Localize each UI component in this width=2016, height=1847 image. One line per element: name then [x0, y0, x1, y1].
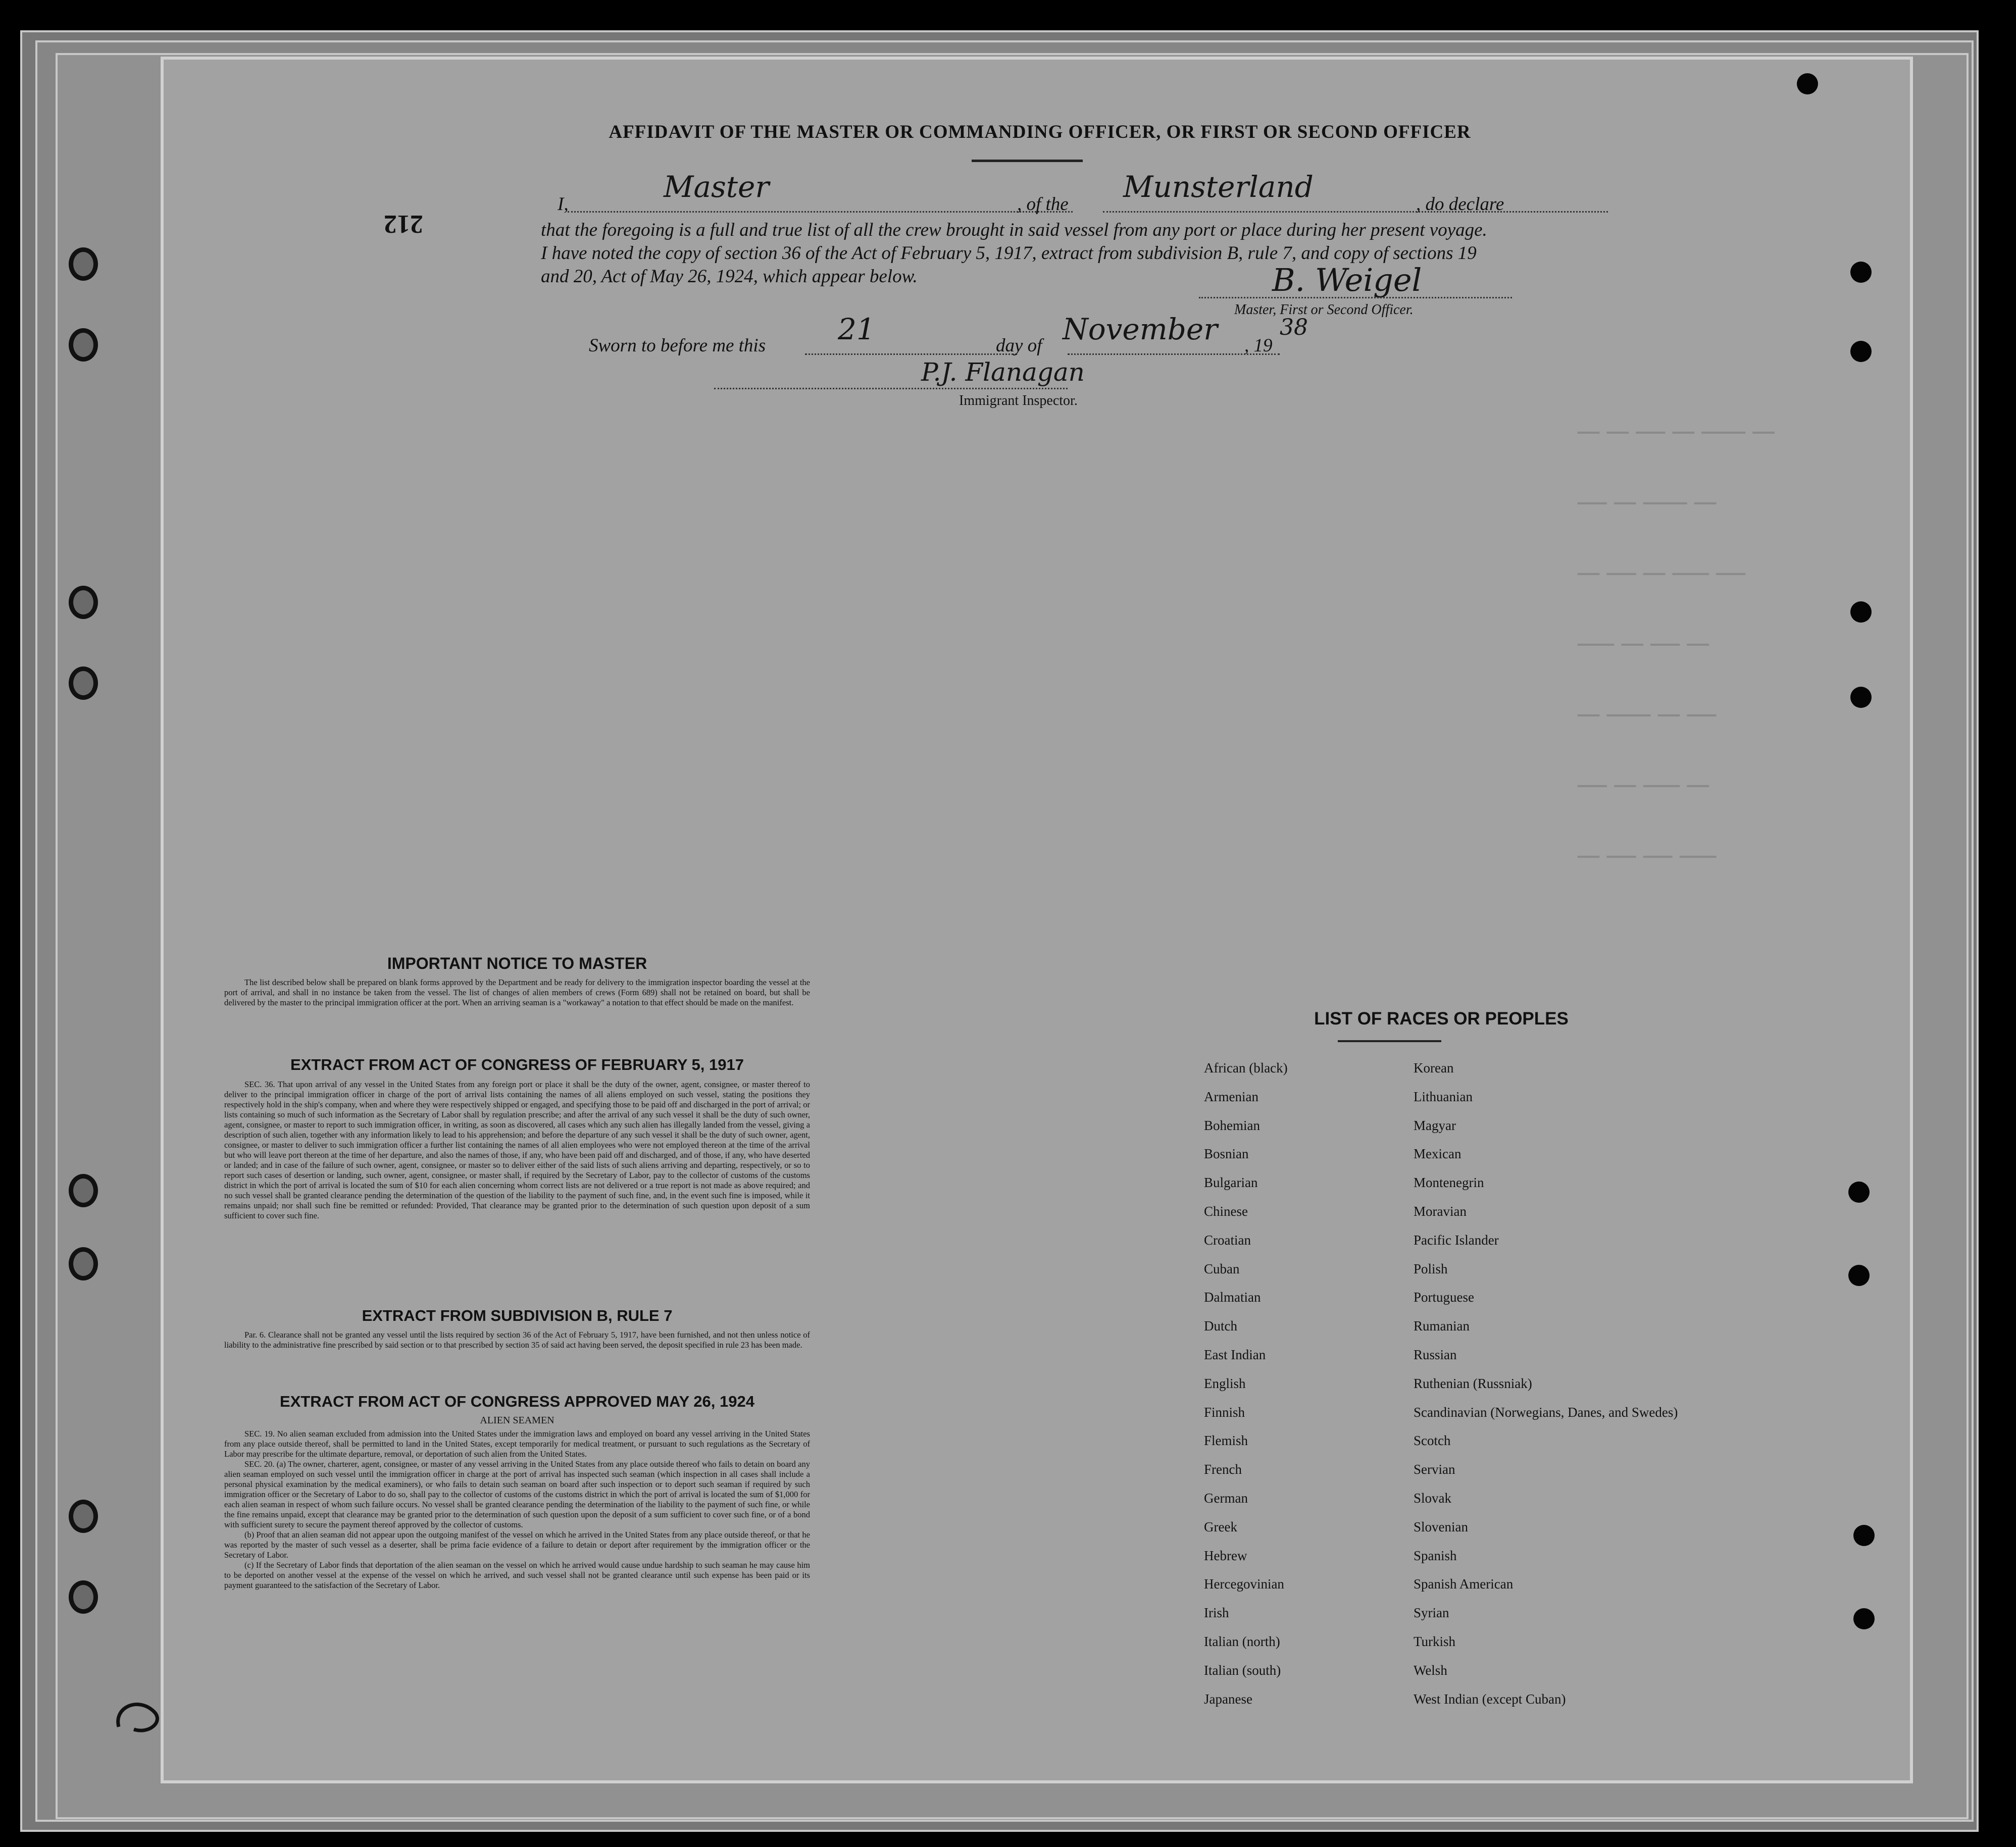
races-title: LIST OF RACES OR PEOPLES — [1314, 1009, 1569, 1029]
race-item: Finnish — [1204, 1404, 1245, 1420]
affidavit-body-line-2: I have noted the copy of section 36 of the Act of February 5, 1917, extract from subdivision B, rule 7, and copy of sections 19 — [541, 243, 1477, 264]
race-item: Scotch — [1414, 1433, 1451, 1449]
race-item: Pacific Islander — [1414, 1232, 1499, 1248]
race-item: Italian (south) — [1204, 1662, 1281, 1678]
vessel-line — [1103, 211, 1608, 213]
extract-rule7-title: EXTRACT FROM SUBDIVISION B, RULE 7 — [362, 1307, 673, 1324]
binder-ring — [69, 247, 98, 281]
race-item: Flemish — [1204, 1433, 1248, 1449]
race-item: Ruthenian (Russniak) — [1414, 1375, 1532, 1391]
declare-suffix: , do declare — [1416, 194, 1504, 215]
punch-hole — [1797, 73, 1818, 94]
master-signature: B. Weigel — [1272, 262, 1422, 298]
race-item: West Indian (except Cuban) — [1414, 1691, 1566, 1707]
notice-text — [224, 978, 810, 1008]
race-item: Dutch — [1204, 1318, 1237, 1334]
sec20a-paragraph: SEC. 20. (a) The owner, charterer, agent, consignee, or master of any vessel arriving in the United States from any place outside thereof who fails to detain on board any alien seaman employed on such vessel until the immigration officer in charge at the port of arrival has inspected such seaman (which inspection in all cases shall include a personal physical examination by the medical examiners), or who fails to detain such seaman on board after such inspection or to deport such seaman if required by such immigration officer or the Secretary of Labor to do so, shall pay to the collector of customs of the customs district in which the port of arrival is located the sum of $1,000 for each alien seaman in respect of whom such failure occurs. No vessel shall be granted clearance pending the determination of the liability to the payment of such fine, or while the fine remains unpaid, except that clearance may be granted prior to the determination of such question upon the deposit of a sum sufficient to cover such fine, or of a bond with sufficient surety to secure the payment thereof approved by the collector of customs. — [224, 1459, 810, 1529]
day-of-label: day of — [996, 335, 1042, 356]
race-item: Irish — [1204, 1605, 1229, 1621]
extract-1924-title: EXTRACT FROM ACT OF CONGRESS APPROVED MAY 26, 1924 — [280, 1393, 754, 1410]
declarant-prefix: I, — [558, 194, 569, 215]
sec19-paragraph: SEC. 19. No alien seaman excluded from admission into the United States under the immigration laws and employed on board any vessel arriving in the United States from any place outside thereof, shall be permitted to land in the United States, except temporarily for medical treatment, or pursuant to such regulations as the Secretary of Labor may prescribe for the ultimate departure, removal, or deportation of such alien from the United States. — [224, 1429, 810, 1459]
race-item: Chinese — [1204, 1203, 1248, 1219]
binder-ring — [69, 586, 98, 619]
races-right-column — [1414, 1060, 1678, 1720]
race-item: Bosnian — [1204, 1146, 1249, 1162]
affidavit-page: ━━━ ━━━ ━━━━ ━━━ ━━━━━━ ━━━ ━━━━ ━━━ ━━━━━━ ━━━ ━━━ ━━━━ ━━━ ━━━━━ ━━━━ ━━━━━ ━━━ ━━━━ ━━━ ━━━ ━━━━━━ ━━━ ━━━━ ━━━━ ━━━ ━━━━━ ━━━ ━━━ ━━━━ ━━━━ ━━━━━ AFFIDAVIT OF THE MASTER OR COMMANDING OFFICER, OR FIRST OR SECOND OFFICER 212 I, Master , of the Munsterland , do declare that the foregoing is a full and true list of all the crew brought in said vessel from any port or place during her present voyage. I have noted the copy of section 36 of the Act of February 5, 1917, extract from subdivision B, rule 7, and copy of sections 19 and 20, Act of May 26, 1924, which appear below. B. Weigel Master, First or Second Officer. Sworn to before me this 21 day of November , 19 38 P.J. Flanagan Immigrant Inspector. IMPORTANT NOTICE TO MASTER The list described below shall be prepared on blank forms approved by the Department and be ready for delivery to the immigration inspector boarding the vessel at the port of arrival, and shall in no instance be taken from the vessel. The list of changes of alien members of crews (Form 689) shall not be retained on board, but shall be delivered by the master to the principal immigration officer at the port. When an arriving seaman is a "workaway" a notation to that effect should be made on the manifest. EXTRACT FROM ACT OF CONGRESS OF FEBRUARY 5, 1917 SEC. 36. That upon arrival of any vessel in the United States from any foreign port or place it shall be the duty of the owner, agent, consignee, or master thereof to deliver to the principal immigration officer in charge of the port of arrival lists containing the names of all aliens employed on such vessel, stating the positions they respectively hold in the ship's company, when and where they were respectively shipped or engaged, and specifying those to be paid off and discharged in the port of arrival; or lists containing so much of such information as the Secretary of Labor shall by regulation prescribe; and after the arrival of any such vessel it shall be the duty of such owner, agent, consignee, or master to report to such immigration officer, in writing, as soon as discovered, all cases which any such alien has illegally landed from the vessel, giving a description of such alien, together with any information likely to lead to his apprehension; and before the departure of any such vessel it shall be the duty of such owner, agent, consignee, or master to deliver to such immigration officer a further list containing the names of all alien employees who were not employed thereon at the time of the arrival but who will leave port thereon at the time of her departure, and also the names of those, if any, who have been paid off and discharged, and of those, if any, who have deserted or landed; and in case of the failure of such owner, agent, consignee, or master so to deliver either of the said lists of such aliens arriving and departing, respectively, or so to report such cases of desertion or landing, such owner, agent, consignee, or master shall, if required by the Secretary of Labor, pay to the collector of customs of the customs district in which the port of arrival is located the sum of $10 for each alien concerning whom correct lists are not delivered or a true report is not made as above required; and no such vessel shall be granted clearance pending the determination of the question of the liability to the payment of such fine, and, in the event such fine is imposed, while it remains unpaid; nor shall such fine be remitted or refunded: Provided, That clearance may be granted prior to the determination of such question upon deposit of a sum sufficient to cover such fine. EXTRACT FROM SUBDIVISION B, RULE 7 Par. 6. Clearance shall not be granted any vessel until the lists required by section 36 of the Act of February 5, 1917, have been furnished, and not then unless notice of liability to the administrative fine prescribed by said section or to that prescribed by section 35 of said act having been served, the deposit specified in rule 23 has been made. EXTRACT FROM ACT OF CONGRESS APPROVED MAY 26, 1924 ALIEN SEAMEN SEC. 19. No alien seaman excluded from admission into the United States under the immigration laws and employed on board any vessel arriving in the United States from any place outside thereof, shall be permitted to land in the United States, except temporarily for medical treatment, or pursuant to such regulations as the Secretary of Labor may prescribe for the ultimate departure, removal, or deportation of such alien from the United States. SEC. 20. (a) The owner, charterer, agent, consignee, or master of any vessel arriving in the United States from any place outside thereof who fails to detain on board any alien seaman employed on such vessel until the immigration officer in charge at the port of arrival has inspected such seaman (which inspection in all cases shall include a personal physical examination by the medical examiners), or who fails to detain such seaman on board after such inspection or to deport such seaman if required by such immigration officer or the Secretary of Labor to do so, shall pay to the collector of customs of the customs district in which the port of arrival is located the sum of $1,000 for each alien seaman in respect of whom such failure occurs. No vessel shall be granted clearance pending the determination of the liability to the payment of such fine, or while the fine remains unpaid, except that clearance may be granted prior to the determination of such question upon the deposit of a sum sufficient to cover such fine, or of a bond with sufficient surety to secure the payment thereof approved by the collector of customs. (b) Proof that an alien seaman did not appear upon the outgoing manifest of the vessel on which he arrived in the United States from any place outside thereof, or that he was reported by the master of such vessel as a deserter, shall be prima facie evidence of a failure to detain or deport after requirement by the immigration officer or the Secretary of Labor. (c) If the Secretary of Labor finds that deportation of the alien seaman on the vessel on which he arrived would cause undue hardship to such seaman he may cause him to be deported on another vessel at the expense of the vessel on which he arrived, and such vessel shall not be granted clearance until such expense has been paid or its payment guaranteed to the satisfaction of the Secretary of Labor. LIST OF RACES OR PEOPLES African (black) Armenian Bohemian Bosnian Bulgarian Chinese Croatian Cuban Dalmatian Dutch East Indian English Finnish Flemish French German Greek Hebrew Hercegovinian Irish Italian (north) Italian (south) Japanese Korean Lithuanian Magyar Mexican Montenegrin Moravian Pacific Islander Polish Portuguese Rumanian Russian Ruthenian (Russniak) Scandinavian (Norwegians, Danes, and Swedes) Scotch Servian Slovak Slovenian Spanish Spanish American Syrian Turkish Welsh West Indian (except Cuban) — [161, 57, 1913, 1783]
binder-ring — [69, 328, 98, 362]
sworn-month: November — [1063, 312, 1218, 346]
race-item: Japanese — [1204, 1691, 1252, 1707]
inspector-signature-line — [714, 388, 1068, 389]
binder-ring — [69, 666, 98, 700]
sec20c-paragraph: (c) If the Secretary of Labor finds that deportation of the alien seaman on the vessel on which he arrived would cause undue hardship to such seaman he may cause him to be deported on another vessel at the expense of the vessel on which he arrived, and such vessel shall not be granted clearance until such expense has been paid or its payment guaranteed to the satisfaction of the Secretary of Labor. — [224, 1560, 810, 1590]
affidavit-body-line-3: and 20, Act of May 26, 1924, which appear below. — [541, 266, 918, 287]
inspector-signature: P.J. Flanagan — [921, 357, 1085, 387]
declarant-line — [568, 211, 1073, 213]
race-item: East Indian — [1204, 1347, 1266, 1362]
race-item: Polish — [1414, 1261, 1448, 1276]
race-item: Spanish — [1414, 1548, 1457, 1563]
punch-hole — [1853, 1525, 1875, 1546]
sworn-prefix: Sworn to before me this — [589, 335, 766, 356]
race-item: Korean — [1414, 1060, 1454, 1075]
punch-hole — [1850, 687, 1872, 708]
race-item: Rumanian — [1414, 1318, 1470, 1334]
stamp-number: 212 — [384, 210, 423, 238]
inspector-caption: Immigrant Inspector. — [959, 393, 1078, 408]
race-item: Moravian — [1414, 1203, 1467, 1219]
race-item: Greek — [1204, 1519, 1237, 1534]
race-item: Bulgarian — [1204, 1175, 1258, 1191]
races-left-column — [1204, 1060, 1288, 1720]
race-item: Scandinavian (Norwegians, Danes, and Swedes) — [1414, 1404, 1678, 1420]
sec36-paragraph: SEC. 36. That upon arrival of any vessel in the United States from any foreign port or place it shall be the duty of the owner, agent, consignee, or master thereof to deliver to the principal immigration officer in charge of the port of arrival lists containing the names of all aliens employed on such vessel, stating the positions they respectively hold in the ship's company, when and where they were respectively shipped or engaged, and specifying those to be paid off and discharged in the port of arrival; or lists containing so much of such information as the Secretary of Labor shall by regulation prescribe; and after the arrival of any such vessel it shall be the duty of such owner, agent, consignee, or master to report to such immigration officer, in writing, as soon as discovered, all cases which any such alien has illegally landed from the vessel, giving a description of such alien, together with any information likely to lead to his apprehension; and before the departure of any such vessel it shall be the duty of such owner, agent, consignee, or master to deliver to such immigration officer a further list containing the names of all alien employees who were not employed thereon at the time of the arrival but who will leave port thereon at the time of her departure, and also the names of those, if any, who have been paid off and discharged, and of those, if any, who have deserted or landed; and in case of the failure of such owner, agent, consignee, or master so to deliver either of the said lists of such aliens arriving and departing, respectively, or so to report such cases of desertion or landing, such owner, agent, consignee, or master shall, if required by the Secretary of Labor, pay to the collector of customs of the customs district in which the port of arrival is located the sum of $10 for each alien concerning whom correct lists are not delivered or a true report is not made as above required; and no such vessel shall be granted clearance pending the determination of the question of the liability to the payment of such fine, and, in the event such fine is imposed, while it remains unpaid; nor shall such fine be remitted or refunded: Provided, That clearance may be granted prior to the determination of such question upon deposit of a sum sufficient to cover such fine. — [224, 1080, 810, 1220]
race-item: Italian (north) — [1204, 1633, 1280, 1649]
extract-1917-text — [224, 1080, 810, 1221]
race-item: Syrian — [1414, 1605, 1449, 1621]
race-item: African (black) — [1204, 1060, 1288, 1075]
extract-1924-text — [224, 1429, 810, 1591]
binder-ring — [69, 1580, 98, 1614]
par6-paragraph: Par. 6. Clearance shall not be granted any vessel until the lists required by section 36 of the Act of February 5, 1917, have been furnished, and not then unless notice of liability to the administrative fine prescribed by said section or to that prescribed by section 35 of said act having been served, the deposit specified in rule 23 has been made. — [224, 1330, 810, 1350]
vessel-prefix: , of the — [1017, 194, 1069, 215]
binder-ring — [69, 1247, 98, 1280]
affidavit-body-line-1: that the foregoing is a full and true list of all the crew brought in said vessel from any port or place during her present voyage. — [541, 220, 1487, 240]
master-signature-line — [1199, 297, 1512, 298]
race-item: Turkish — [1414, 1633, 1456, 1649]
punch-hole — [1850, 341, 1872, 362]
punch-hole — [1848, 1182, 1870, 1203]
race-item: Magyar — [1414, 1117, 1456, 1133]
race-item: Lithuanian — [1414, 1089, 1473, 1104]
vessel-handwritten: Munsterland — [1123, 170, 1314, 204]
race-item: English — [1204, 1375, 1246, 1391]
race-item: Cuban — [1204, 1261, 1240, 1276]
race-item: Hebrew — [1204, 1548, 1247, 1563]
race-item: Montenegrin — [1414, 1175, 1484, 1191]
year-prefix: , 19 — [1244, 335, 1273, 356]
race-item: Slovenian — [1414, 1519, 1468, 1534]
master-caption: Master, First or Second Officer. — [1234, 302, 1414, 318]
race-item: Bohemian — [1204, 1117, 1260, 1133]
race-item: Dalmatian — [1204, 1290, 1261, 1305]
races-title-rule — [1338, 1040, 1441, 1042]
race-item: Croatian — [1204, 1232, 1251, 1248]
margin-mark — [109, 1686, 174, 1737]
binder-ring — [69, 1174, 98, 1207]
race-item: Servian — [1414, 1462, 1455, 1477]
notice-title: IMPORTANT NOTICE TO MASTER — [387, 954, 647, 972]
race-item: Slovak — [1414, 1490, 1452, 1506]
race-item: Welsh — [1414, 1662, 1447, 1678]
sworn-day: 21 — [838, 312, 875, 346]
year-handwritten: 38 — [1280, 315, 1308, 340]
punch-hole — [1850, 601, 1872, 623]
binder-ring — [69, 1500, 98, 1533]
notice-paragraph: The list described below shall be prepared on blank forms approved by the Department and be ready for delivery to the immigration inspector boarding the vessel at the port of arrival, and shall in no instance be taken from the vessel. The list of changes of alien members of crews (Form 689) shall not be retained on board, but shall be delivered by the master to the principal immigration officer at the port. When an arriving seaman is a "workaway" a notation to that effect should be made on the manifest. — [224, 978, 810, 1007]
day-line — [805, 353, 1017, 355]
race-item: Hercegovinian — [1204, 1576, 1284, 1592]
extract-1917-title: EXTRACT FROM ACT OF CONGRESS OF FEBRUARY 5, 1917 — [290, 1056, 744, 1073]
extract-1924-subtitle: ALIEN SEAMEN — [480, 1415, 555, 1426]
race-item: Russian — [1414, 1347, 1457, 1362]
race-item: Portuguese — [1414, 1290, 1474, 1305]
punch-hole — [1850, 262, 1872, 283]
race-item: French — [1204, 1462, 1242, 1477]
title-rule — [972, 160, 1083, 162]
race-item: Mexican — [1414, 1146, 1461, 1162]
race-item: Spanish American — [1414, 1576, 1514, 1592]
sec20b-paragraph: (b) Proof that an alien seaman did not appear upon the outgoing manifest of the vessel on which he arrived in the United States from any place outside thereof, or that he was reported by the master of such vessel as a deserter, shall be prima facie evidence of a failure to detain or deport after requirement by the immigration officer or the Secretary of Labor. — [224, 1530, 810, 1560]
affidavit-title: AFFIDAVIT OF THE MASTER OR COMMANDING OFFICER, OR FIRST OR SECOND OFFICER — [609, 122, 1471, 142]
extract-rule7-text — [224, 1330, 810, 1350]
declarant-handwritten: Master — [664, 170, 770, 204]
punch-hole — [1848, 1265, 1870, 1286]
race-item: Armenian — [1204, 1089, 1258, 1104]
race-item: German — [1204, 1490, 1248, 1506]
punch-hole — [1853, 1608, 1875, 1629]
